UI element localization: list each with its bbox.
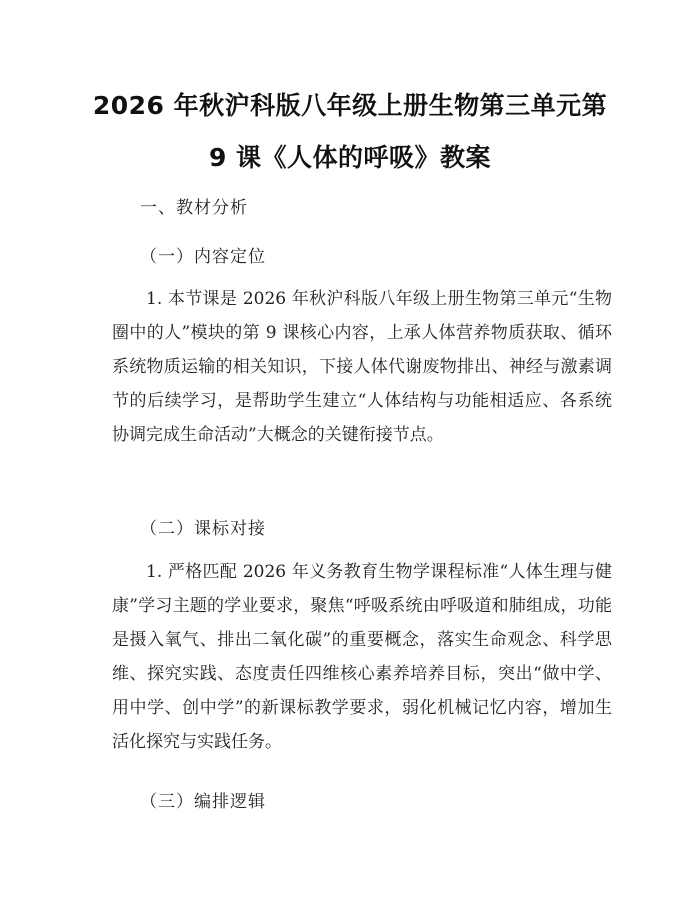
section-heading-textbook-analysis: 一、教材分析 — [140, 198, 248, 218]
subheading-arrangement-logic: （三）编排逻辑 — [140, 792, 266, 812]
paragraph-curriculum-alignment: 1. 严格匹配 2026 年义务教育生物学课程标准“人体生理与健康”学习主题的学业要求，聚焦“呼吸系统由呼吸道和肺组成，功能是摄入氧气、排出二氧化碳”的重要概念，落实生命观念、科学思维、探究实践、态度责任四维核心素养培养目标，突出“做中学、用中学、创中学”的新课标教学要求，弱化机械记忆内容，增加生活化探究与实践任务。 — [112, 562, 612, 752]
subheading-curriculum-alignment: （二）课标对接 — [140, 519, 266, 539]
document-title-line-2: 9 课《人体的呼吸》教案 — [208, 143, 492, 172]
subheading-content-positioning: （一）内容定位 — [140, 247, 266, 267]
document-title-line-1: 2026 年秋沪科版八年级上册生物第三单元第 — [92, 91, 608, 120]
paragraph-content-positioning: 1. 本节课是 2026 年秋沪科版八年级上册生物第三单元“生物圈中的人”模块的第 9 课核心内容，上承人体营养物质获取、循环系统物质运输的相关知识，下接人体代谢废物排出、神经与激素调节的后续学习，是帮助学生建立“人体结构与功能相适应、各系统协调完成生命活动”大概念的关键衔接节点。 — [112, 289, 612, 445]
